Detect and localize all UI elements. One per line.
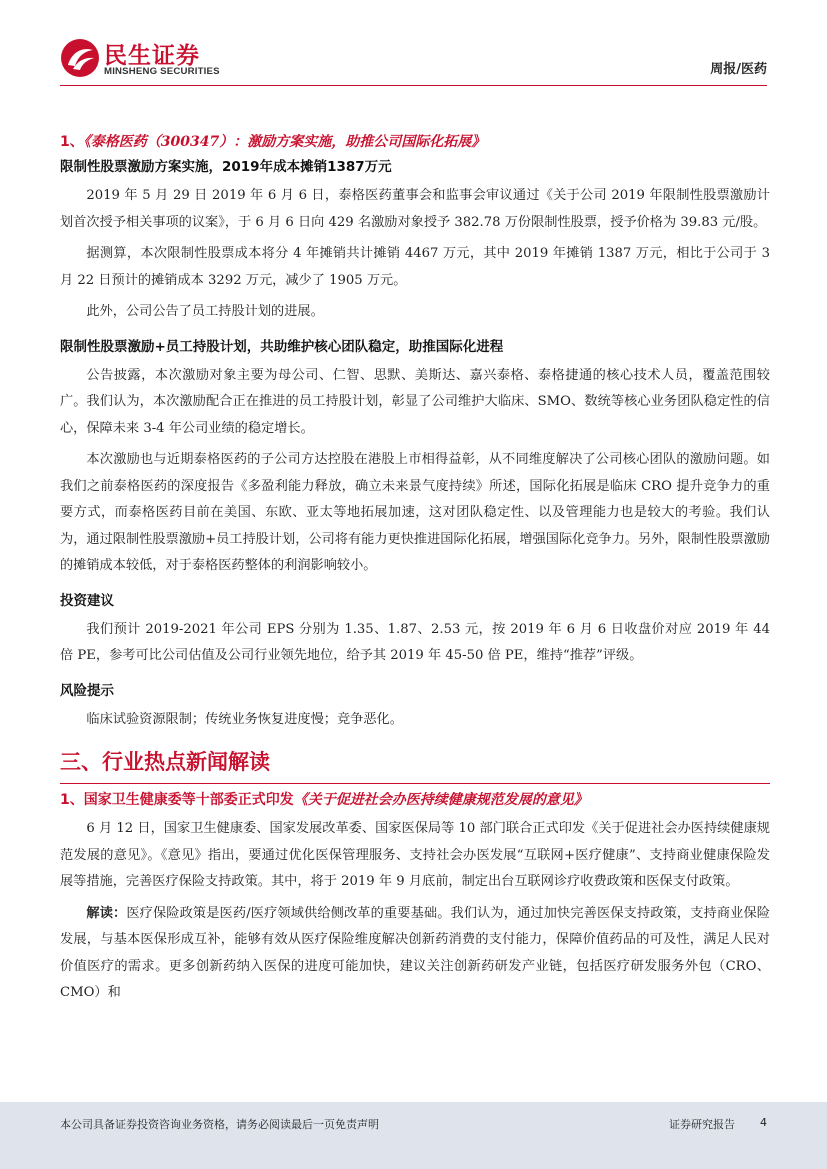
paragraph-interpretation <box>60 901 770 1007</box>
logo-text-en: MINSHENG SECURITIES <box>104 66 220 77</box>
page-footer <box>0 1102 827 1169</box>
paragraph: 2019 年 5 月 29 日 2019 年 6 月 6 日，泰格医药董事会和监事会审议通过《关于公司 2019 年限制性股票激励计划首次授予相关事项的议案》，于 6 月 6 日向 429 名激励对象授予 382.78 万份限制性股票，授予价格为 39.83 元/股。 <box>60 188 770 230</box>
paragraph: 此外，公司公告了员工持股计划的进展。 <box>86 304 324 319</box>
news-title <box>60 789 770 811</box>
article-title-prefix: 1、 <box>60 134 84 150</box>
news-title-prefix: 1、国家卫生健康委等十部委正式印发 <box>60 792 294 808</box>
subheading-risk: 风险提示 <box>60 682 114 699</box>
paragraph: 据测算，本次限制性股票成本将分 4 年摊销共计摊销 4467 万元，其中 2019 年摊销 1387 万元，相比于公司于 3 月 22 日预计的摊销成本 3292 万元，减少了 1905 万元。 <box>60 246 770 288</box>
page-header <box>0 0 827 95</box>
minsheng-logo-icon <box>60 38 100 78</box>
main-content <box>60 126 770 1007</box>
paragraph: 我们预计 2019-2021 年公司 EPS 分别为 1.35、1.87、2.53 元，按 2019 年 6 月 6 日收盘价对应 2019 年 44 倍 PE，参考可比公司估值及公司行业领先地位，给予其 2019 年 45-50 倍 PE，维持“推荐”评级。 <box>60 621 770 663</box>
subheading-incentive-plan: 限制性股票激励方案实施，2019年成本摊销1387万元 <box>60 159 392 175</box>
footer-disclaimer: 本公司具备证券投资咨询业务资格，请务必阅读最后一页免责声明 <box>60 1118 379 1131</box>
paragraph: 6 月 12 日，国家卫生健康委、国家发展改革委、国家医保局等 10 部门联合正式印发《关于促进社会办医持续健康规范发展的意见》。《意见》指出，要通过优化医保管理服务、支持社会办医发展“互联网+医疗健康”、支持商业健康保险发展等措施，完善医疗保险支持政策。其中，将于 2019 年 9 月底前，制定出台互联网诊疗收费政策和医保支付政策。 <box>60 821 770 889</box>
report-type-label: 周报/医药 <box>710 62 767 77</box>
footer-label: 证券研究报告 <box>669 1118 735 1131</box>
paragraph: 本次激励也与近期泰格医药的子公司方达控股在港股上市相得益彰，从不同维度解决了公司核心团队的激励问题。如我们之前泰格医药的深度报告《多盈利能力释放，确立未来景气度持续》所述，国际化拓展是临床 CRO 提升竞争力的重要方式，而泰格医药目前在美国、东欧、亚太等地拓展加速，这对团队稳定性、以及管理能力也是较大的考验。我们认为，通过限制性股票激励+员工持股计划，公司将有能力更快推进国际化拓展，增强国际化竞争力。另外，限制性股票激励的摊销成本较低，对于泰格医药整体的利润影响较小。 <box>60 452 770 573</box>
article-title-italic: 《泰格医药（300347）：激励方案实施，助推公司国际化拓展》 <box>83 134 486 150</box>
section-title: 三、行业热点新闻解读 <box>60 745 770 784</box>
paragraph: 临床试验资源限制；传统业务恢复进度慢；竞争恶化。 <box>86 711 403 727</box>
news-title-italic: 《关于促进社会办医持续健康规范发展的意见》 <box>293 792 588 808</box>
page-number: 4 <box>760 1116 767 1129</box>
interpretation-text: 医疗保险政策是医药/医疗领域供给侧改革的重要基础。我们认为，通过加快完善医保支持政策，支持商业保险发展，与基本医保形成互补，能够有效从医疗保险维度解决创新药消费的支付能力，保障价值药品的可及性，满足人民对价值医疗的需求。更多创新药纳入医保的进度可能加快，建议关注创新药研发产业链，包括医疗研发服务外包（CRO、CMO）和 <box>60 905 770 1000</box>
paragraph: 公告披露，本次激励对象主要为母公司、仁智、思默、美斯达、嘉兴泰格、泰格捷通的核心技术人员，覆盖范围较广。我们认为，本次激励配合正在推进的员工持股计划，彰显了公司维护大临床、SMO、数统等核心业务团队稳定性的信心，保障未来 3-4 年公司业绩的稳定增长。 <box>60 367 770 436</box>
interpretation-label: 解读： <box>86 905 127 921</box>
subheading-investment-advice: 投资建议 <box>60 592 114 609</box>
article-title <box>60 131 770 153</box>
header-divider <box>60 85 767 86</box>
logo-text-cn: 民生证券 <box>104 43 200 69</box>
subheading-team-stability: 限制性股票激励+员工持股计划，共助维护核心团队稳定，助推国际化进程 <box>60 338 504 355</box>
